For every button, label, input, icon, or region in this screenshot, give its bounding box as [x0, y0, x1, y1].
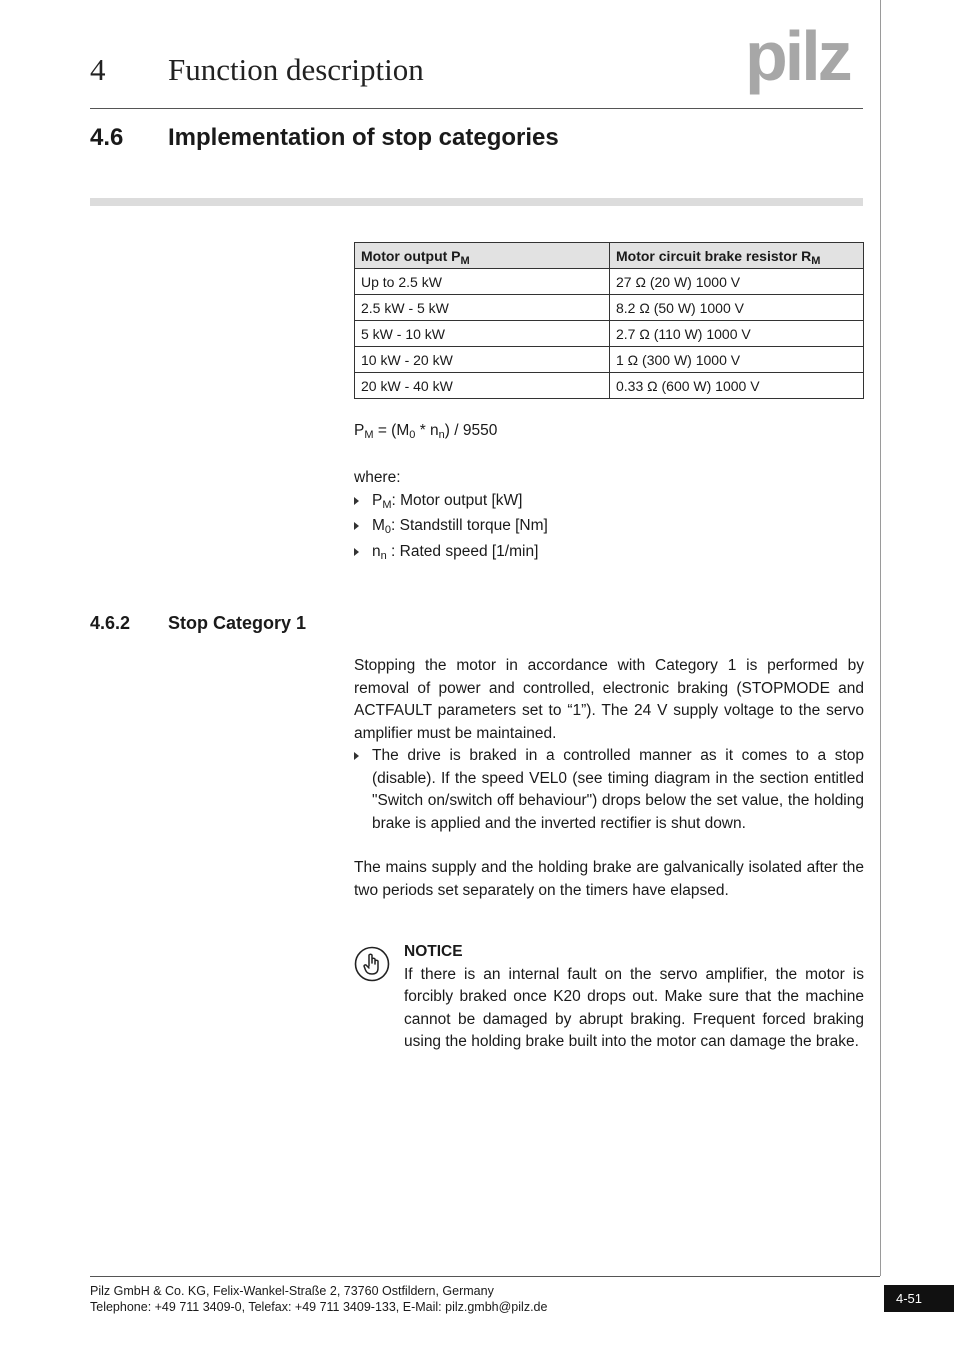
table-header-cell: Motor output $P_M$	[355, 243, 610, 269]
table-cell: 2.7 Ω (110 W) 1000 V	[610, 321, 864, 347]
table-row	[355, 295, 864, 321]
table-header-row	[355, 243, 864, 269]
brake-resistor-table	[354, 242, 864, 399]
footer-contact: Telephone: +49 711 3409-0, Telefax: +49 711 3409-133, E-Mail: pilz.gmbh@pilz.de	[90, 1300, 548, 1314]
stop-category-body	[354, 655, 864, 902]
subsection-number: 4.6.2	[90, 613, 131, 633]
list-item: $M_0$: Standstill torque [Nm]	[354, 515, 864, 538]
section-number: 4.6	[90, 124, 124, 151]
footer	[90, 1283, 547, 1315]
table-cell: 5 kW - 10 kW	[355, 321, 610, 347]
table-row	[355, 373, 864, 399]
table-cell: 27 Ω (20 W) 1000 V	[610, 269, 864, 295]
paragraph: Stopping the motor in accordance with Category 1 is performed by removal of power and controlled, electronic braking (STOPMODE and ACTFAULT parameters set to “1”). The 24 V supply voltage to the servo amplifier must be maintained.	[354, 657, 864, 742]
list-item: $P_M$: Motor output [kW]	[354, 490, 864, 513]
table-row	[355, 321, 864, 347]
table-cell: Up to 2.5 kW	[355, 269, 610, 295]
page-edge-rule	[880, 0, 881, 1276]
chapter-title: Function description	[168, 52, 424, 87]
footer-address: Pilz GmbH & Co. KG, Felix-Wankel-Straße 2, 73760 Ostfildern, Germany	[90, 1284, 494, 1298]
notice-title: NOTICE	[404, 943, 463, 960]
pilz-logo-text: pilz	[745, 24, 850, 95]
notice-block	[404, 941, 864, 1054]
footer-rule	[90, 1276, 880, 1277]
power-formula: $P_M = (M_0 * n_n) / 9550$	[354, 422, 498, 441]
where-label: where:	[354, 469, 401, 486]
section-title: Implementation of stop categories	[168, 124, 559, 151]
bullet-triangle-icon	[354, 752, 359, 760]
list-item: $n_n$ : Rated speed [1/min]	[354, 541, 864, 564]
chapter-number: 4	[90, 52, 106, 87]
list-item: The drive is braked in a controlled manner as it comes to a stop (disable). If the speed VEL0 (see timing diagram in the section entitled "Switch on/switch off behaviour") drops below the set value, the holding brake is applied and the inverted rectifier is shut down.	[354, 745, 864, 835]
notice-hand-icon	[354, 946, 390, 982]
subsection-title: Stop Category 1	[168, 613, 307, 633]
header-rule	[90, 108, 863, 109]
bullet-triangle-icon	[354, 497, 359, 505]
page-number-badge: 4-51	[884, 1285, 954, 1312]
paragraph: The mains supply and the holding brake are galvanically isolated after the two periods set separately on the timers have elapsed.	[354, 859, 864, 899]
pilz-logo	[745, 24, 867, 96]
where-block	[354, 467, 864, 563]
bullet-triangle-icon	[354, 548, 359, 556]
table-cell: 1 Ω (300 W) 1000 V	[610, 347, 864, 373]
table-cell: 10 kW - 20 kW	[355, 347, 610, 373]
table-cell: 0.33 Ω (600 W) 1000 V	[610, 373, 864, 399]
table-cell: 2.5 kW - 5 kW	[355, 295, 610, 321]
table-cell: 8.2 Ω (50 W) 1000 V	[610, 295, 864, 321]
table-cell: 20 kW - 40 kW	[355, 373, 610, 399]
table-row	[355, 269, 864, 295]
notice-text: If there is an internal fault on the servo amplifier, the motor is forcibly braked once K20 drops out. Make sure that the machine cannot be damaged by abrupt braking. Frequent forced braking using the holding brake built into the motor can damage the brake.	[404, 965, 864, 1050]
section-divider-bar	[90, 198, 863, 206]
bullet-triangle-icon	[354, 522, 359, 530]
table-row	[355, 347, 864, 373]
table-header-cell: Motor circuit brake resistor $R_M$	[610, 243, 864, 269]
